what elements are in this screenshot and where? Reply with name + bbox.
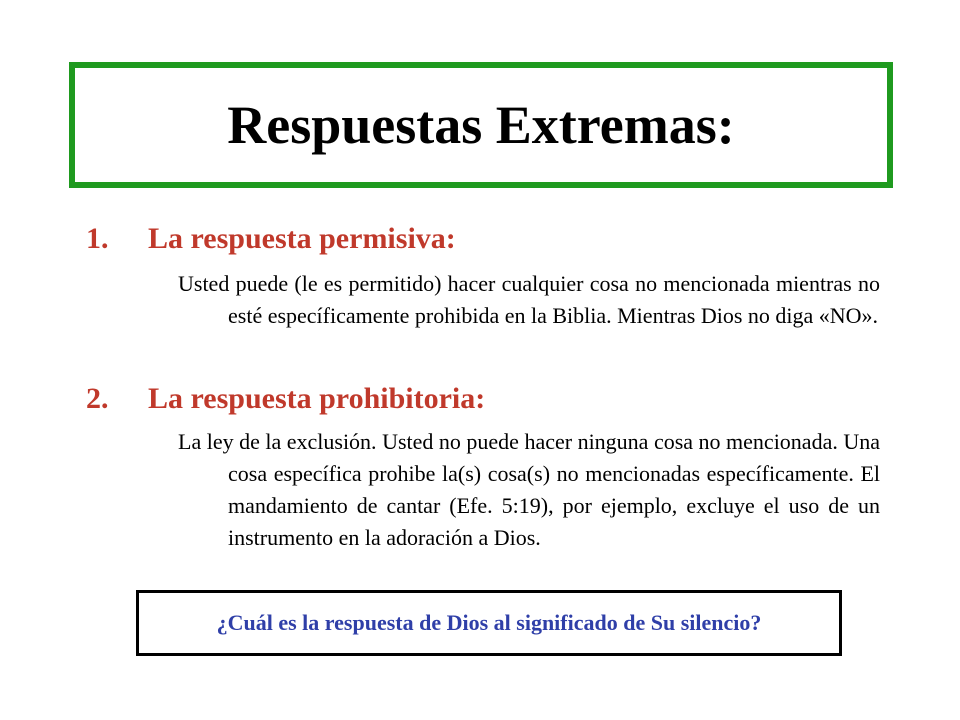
item-number: 2.: [86, 382, 109, 415]
question-box: [136, 590, 842, 656]
item-heading-label: La respuesta permisiva:: [148, 222, 456, 255]
title-box: [69, 62, 893, 188]
item-number: 1.: [86, 222, 109, 255]
item-body-permissive: Usted puede (le es permitido) hacer cualquier cosa no mencionada mientras no esté específicamente prohibida en la Biblia. Mientras Dios no diga «NO».: [178, 271, 880, 328]
question-text: ¿Cuál es la respuesta de Dios al significado de Su silencio?: [216, 610, 762, 635]
page-title: Respuestas Extremas:: [227, 95, 735, 155]
item-body-prohibitory: La ley de la exclusión. Usted no puede hacer ninguna cosa no mencionada. Una cosa específica prohibe la(s) cosa(s) no mencionadas específicamente. El mandamiento de cantar (Efe. 5:19), por ejemplo, excluye el uso de un instrumento en la adoración a Dios.: [178, 429, 880, 550]
item-heading-label: La respuesta prohibitoria:: [148, 382, 486, 415]
